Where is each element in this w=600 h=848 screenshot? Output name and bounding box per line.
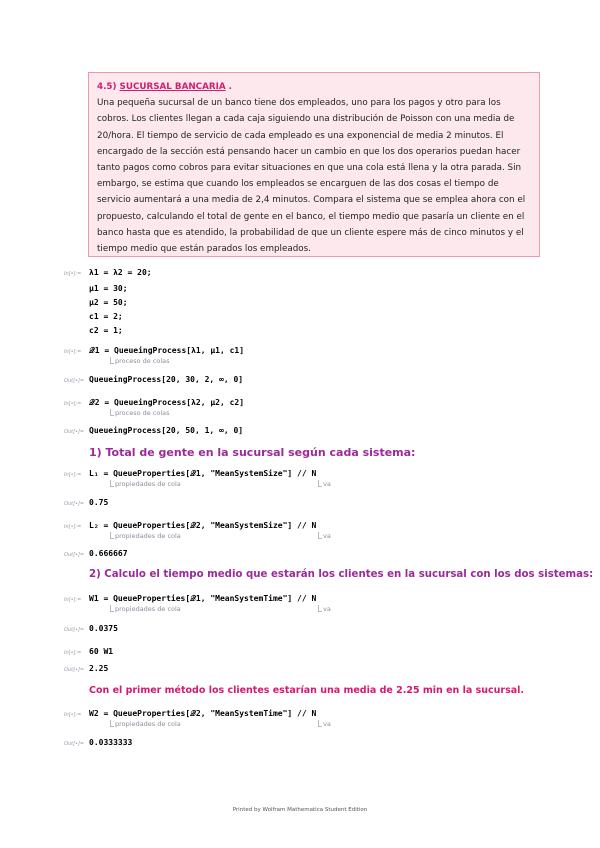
input-label: In[•]:= (64, 349, 82, 355)
problem-title-suffix: . (225, 82, 233, 92)
function-hint-n: va (318, 605, 331, 613)
code-L2[interactable]: L₂ = QueueProperties[𝒬2, "MeanSystemSize"] // N (89, 521, 317, 530)
function-hint-n: va (318, 532, 331, 540)
problem-title (97, 82, 232, 92)
code-W1[interactable]: W1 = QueueProperties[𝒬1, "MeanSystemTime"] // N (89, 594, 317, 603)
output-W2: 0.0333333 (89, 738, 133, 747)
code-L1[interactable]: L₁ = QueueProperties[𝒬1, "MeanSystemSize"] // N (89, 469, 317, 478)
conclusion-note: Con el primer método los clientes estarían una media de 2.25 min en la sucursal. (89, 685, 525, 696)
input-label: In[•]:= (64, 401, 82, 407)
function-hint-n: va (318, 480, 331, 488)
function-hint: propiedades de cola (110, 720, 181, 728)
input-label: In[•]:= (64, 712, 82, 718)
output-label: Out[•]= (64, 378, 85, 384)
output-label: Out[•]= (64, 429, 85, 435)
code-line-mu1[interactable]: μ1 = 30; (89, 284, 128, 293)
output-queue1: QueueingProcess[20, 30, 2, ∞, 0] (89, 375, 244, 384)
problem-number: 4.5) (97, 82, 117, 92)
code-W2[interactable]: W2 = QueueProperties[𝒬2, "MeanSystemTime"] // N (89, 709, 317, 718)
function-hint: proceso de colas (110, 409, 170, 417)
section-heading-2: 2) Calculo el tiempo medio que estarán los clientes en la sucursal con los dos sistemas: (89, 569, 594, 580)
output-60W1: 2.25 (89, 664, 109, 673)
output-queue2: QueueingProcess[20, 50, 1, ∞, 0] (89, 426, 244, 435)
output-label: Out[•]= (64, 667, 85, 673)
output-L1: 0.75 (89, 498, 109, 507)
code-line-c1[interactable]: c1 = 2; (89, 312, 123, 321)
output-L2: 0.666667 (89, 549, 128, 558)
input-label: In[•]:= (64, 597, 82, 603)
input-label: In[•]:= (64, 524, 82, 530)
function-hint: propiedades de cola (110, 480, 181, 488)
output-W1: 0.0375 (89, 624, 118, 633)
output-label: Out[•]= (64, 627, 85, 633)
function-hint: propiedades de cola (110, 532, 181, 540)
problem-title-text: SUCURSAL BANCARIA (119, 82, 226, 92)
function-hint: propiedades de cola (110, 605, 181, 613)
print-footer: Printed by Wolfram Mathematica Student Edition (232, 807, 368, 813)
input-label: In[•]:= (64, 650, 82, 656)
output-label: Out[•]= (64, 741, 85, 747)
input-label: In[•]:= (64, 271, 82, 277)
function-hint: proceso de colas (110, 357, 170, 365)
problem-statement-box (88, 72, 540, 257)
code-queue2-def[interactable]: 𝒬2 = QueueingProcess[λ2, μ2, c2] (89, 398, 245, 407)
section-heading-1: 1) Total de gente en la sucursal según cada sistema: (89, 446, 416, 459)
problem-body: Una pequeña sucursal de un banco tiene dos empleados, uno para los pagos y otro para los cobros. Los clientes llegan a cada caja siguiendo una distribución de Poisson con una media de 20/hora. El tiempo de servicio de cada empleado es una exponencial de media 2 minutos. El encargado de la sección está pensando hacer un cambio en que los dos operarios puedan hacer tanto pagos como cobros para evitar situaciones en que una cola está llena y la otra parada. Sin embargo, se estima que cuando los empleados se encarguen de las dos cosas el tiempo de servicio aumentará a una media de 2,4 minutos. Compara el sistema que se emplea ahora con el propuesto, calculando el total de gente en el banco, el tiempo medio que pasaría un cliente en el banco hasta que es atendido, la probabilidad de que un cliente espere más de cinco minutos y el tiempo medio que están parados los empleados. (97, 98, 526, 255)
code-line-c2[interactable]: c2 = 1; (89, 326, 123, 335)
code-queue1-def[interactable]: 𝒬1 = QueueingProcess[λ1, μ1, c1] (89, 346, 245, 355)
code-line-lambda[interactable]: λ1 = λ2 = 20; (89, 268, 152, 277)
output-label: Out[•]= (64, 552, 85, 558)
input-label: In[•]:= (64, 472, 82, 478)
code-60W1[interactable]: 60 W1 (89, 647, 114, 656)
function-hint-n: va (318, 720, 331, 728)
output-label: Out[•]= (64, 501, 85, 507)
code-line-mu2[interactable]: μ2 = 50; (89, 298, 128, 307)
